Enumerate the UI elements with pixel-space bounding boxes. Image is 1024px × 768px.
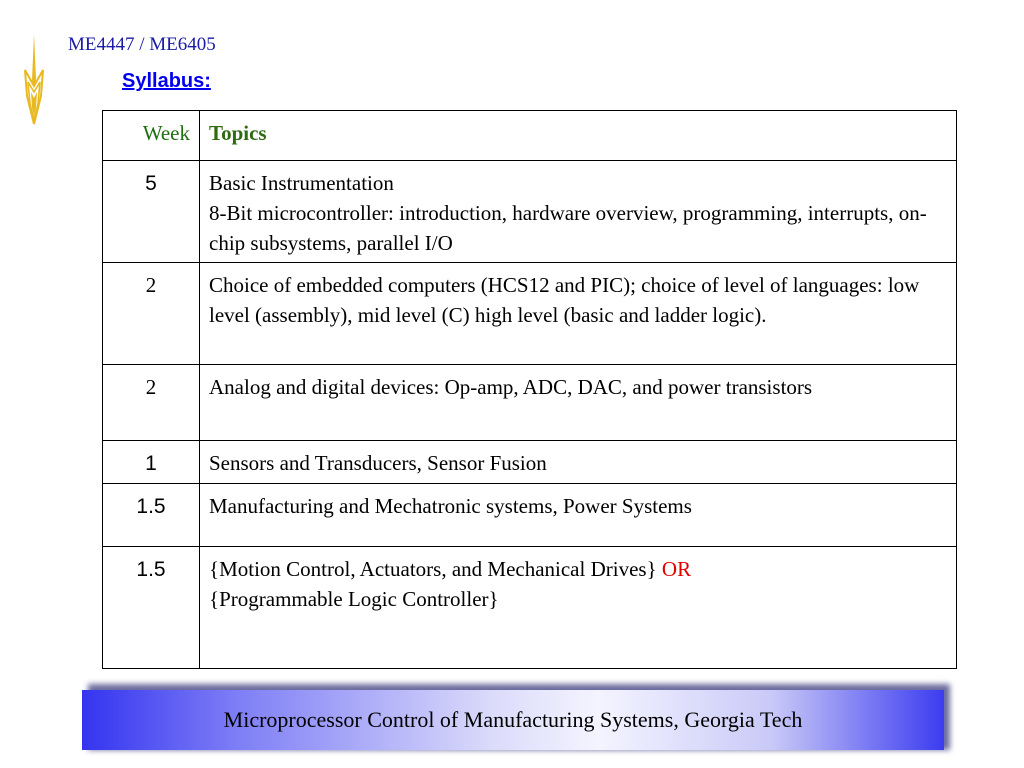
topic-line: Sensors and Transducers, Sensor Fusion xyxy=(209,451,547,475)
topics-cell xyxy=(200,441,957,484)
topics-cell xyxy=(200,547,957,669)
table-row xyxy=(103,484,957,547)
topic-line: Basic Instrumentation xyxy=(209,171,394,195)
topics-cell xyxy=(200,263,957,365)
topic-line: Manufacturing and Mechatronic systems, Power Systems xyxy=(209,494,692,518)
footer-banner xyxy=(82,690,944,750)
week-cell xyxy=(103,547,200,669)
week-value: 1.5 xyxy=(136,558,166,581)
table-row xyxy=(103,365,957,441)
topics-cell xyxy=(200,161,957,263)
footer-text: Microprocessor Control of Manufacturing Systems, Georgia Tech xyxy=(223,707,803,732)
table-row xyxy=(103,263,957,365)
syllabus-table xyxy=(102,110,957,669)
week-column-header: Week xyxy=(103,111,200,161)
slide-title: Syllabus: xyxy=(122,70,211,92)
topic-line-text: {Motion Control, Actuators, and Mechanical Drives} xyxy=(209,557,657,581)
week-value: 2 xyxy=(145,273,157,297)
topic-line: Analog and digital devices: Op-amp, ADC, DAC, and power transistors xyxy=(209,375,813,399)
table-row xyxy=(103,547,957,669)
course-code: ME4447 / ME6405 xyxy=(68,34,216,55)
georgia-tech-logo-icon xyxy=(22,32,46,126)
week-cell xyxy=(103,161,200,263)
table-header-row xyxy=(103,111,957,161)
week-cell xyxy=(103,441,200,484)
week-value: 1.5 xyxy=(136,495,166,518)
week-value: 2 xyxy=(145,375,157,399)
topic-line: Choice of embedded computers (HCS12 and PIC); choice of level of languages: low level (assembly), mid level (C) high level (basic and ladder logic). xyxy=(209,273,920,327)
week-cell xyxy=(103,484,200,547)
table-row xyxy=(103,161,957,263)
topics-column-header: Topics xyxy=(200,111,957,161)
or-label: OR xyxy=(661,557,692,581)
topic-line: {Programmable Logic Controller} xyxy=(209,587,499,611)
week-value: 1 xyxy=(145,452,157,475)
topic-line: 8-Bit microcontroller: introduction, hardware overview, programming, interrupts, on-chip subsystems, parallel I/O xyxy=(209,201,927,255)
topics-cell xyxy=(200,484,957,547)
week-value: 5 xyxy=(145,172,157,195)
week-cell xyxy=(103,365,200,441)
week-cell xyxy=(103,263,200,365)
topic-line xyxy=(209,554,947,584)
topics-cell xyxy=(200,365,957,441)
table-row xyxy=(103,441,957,484)
